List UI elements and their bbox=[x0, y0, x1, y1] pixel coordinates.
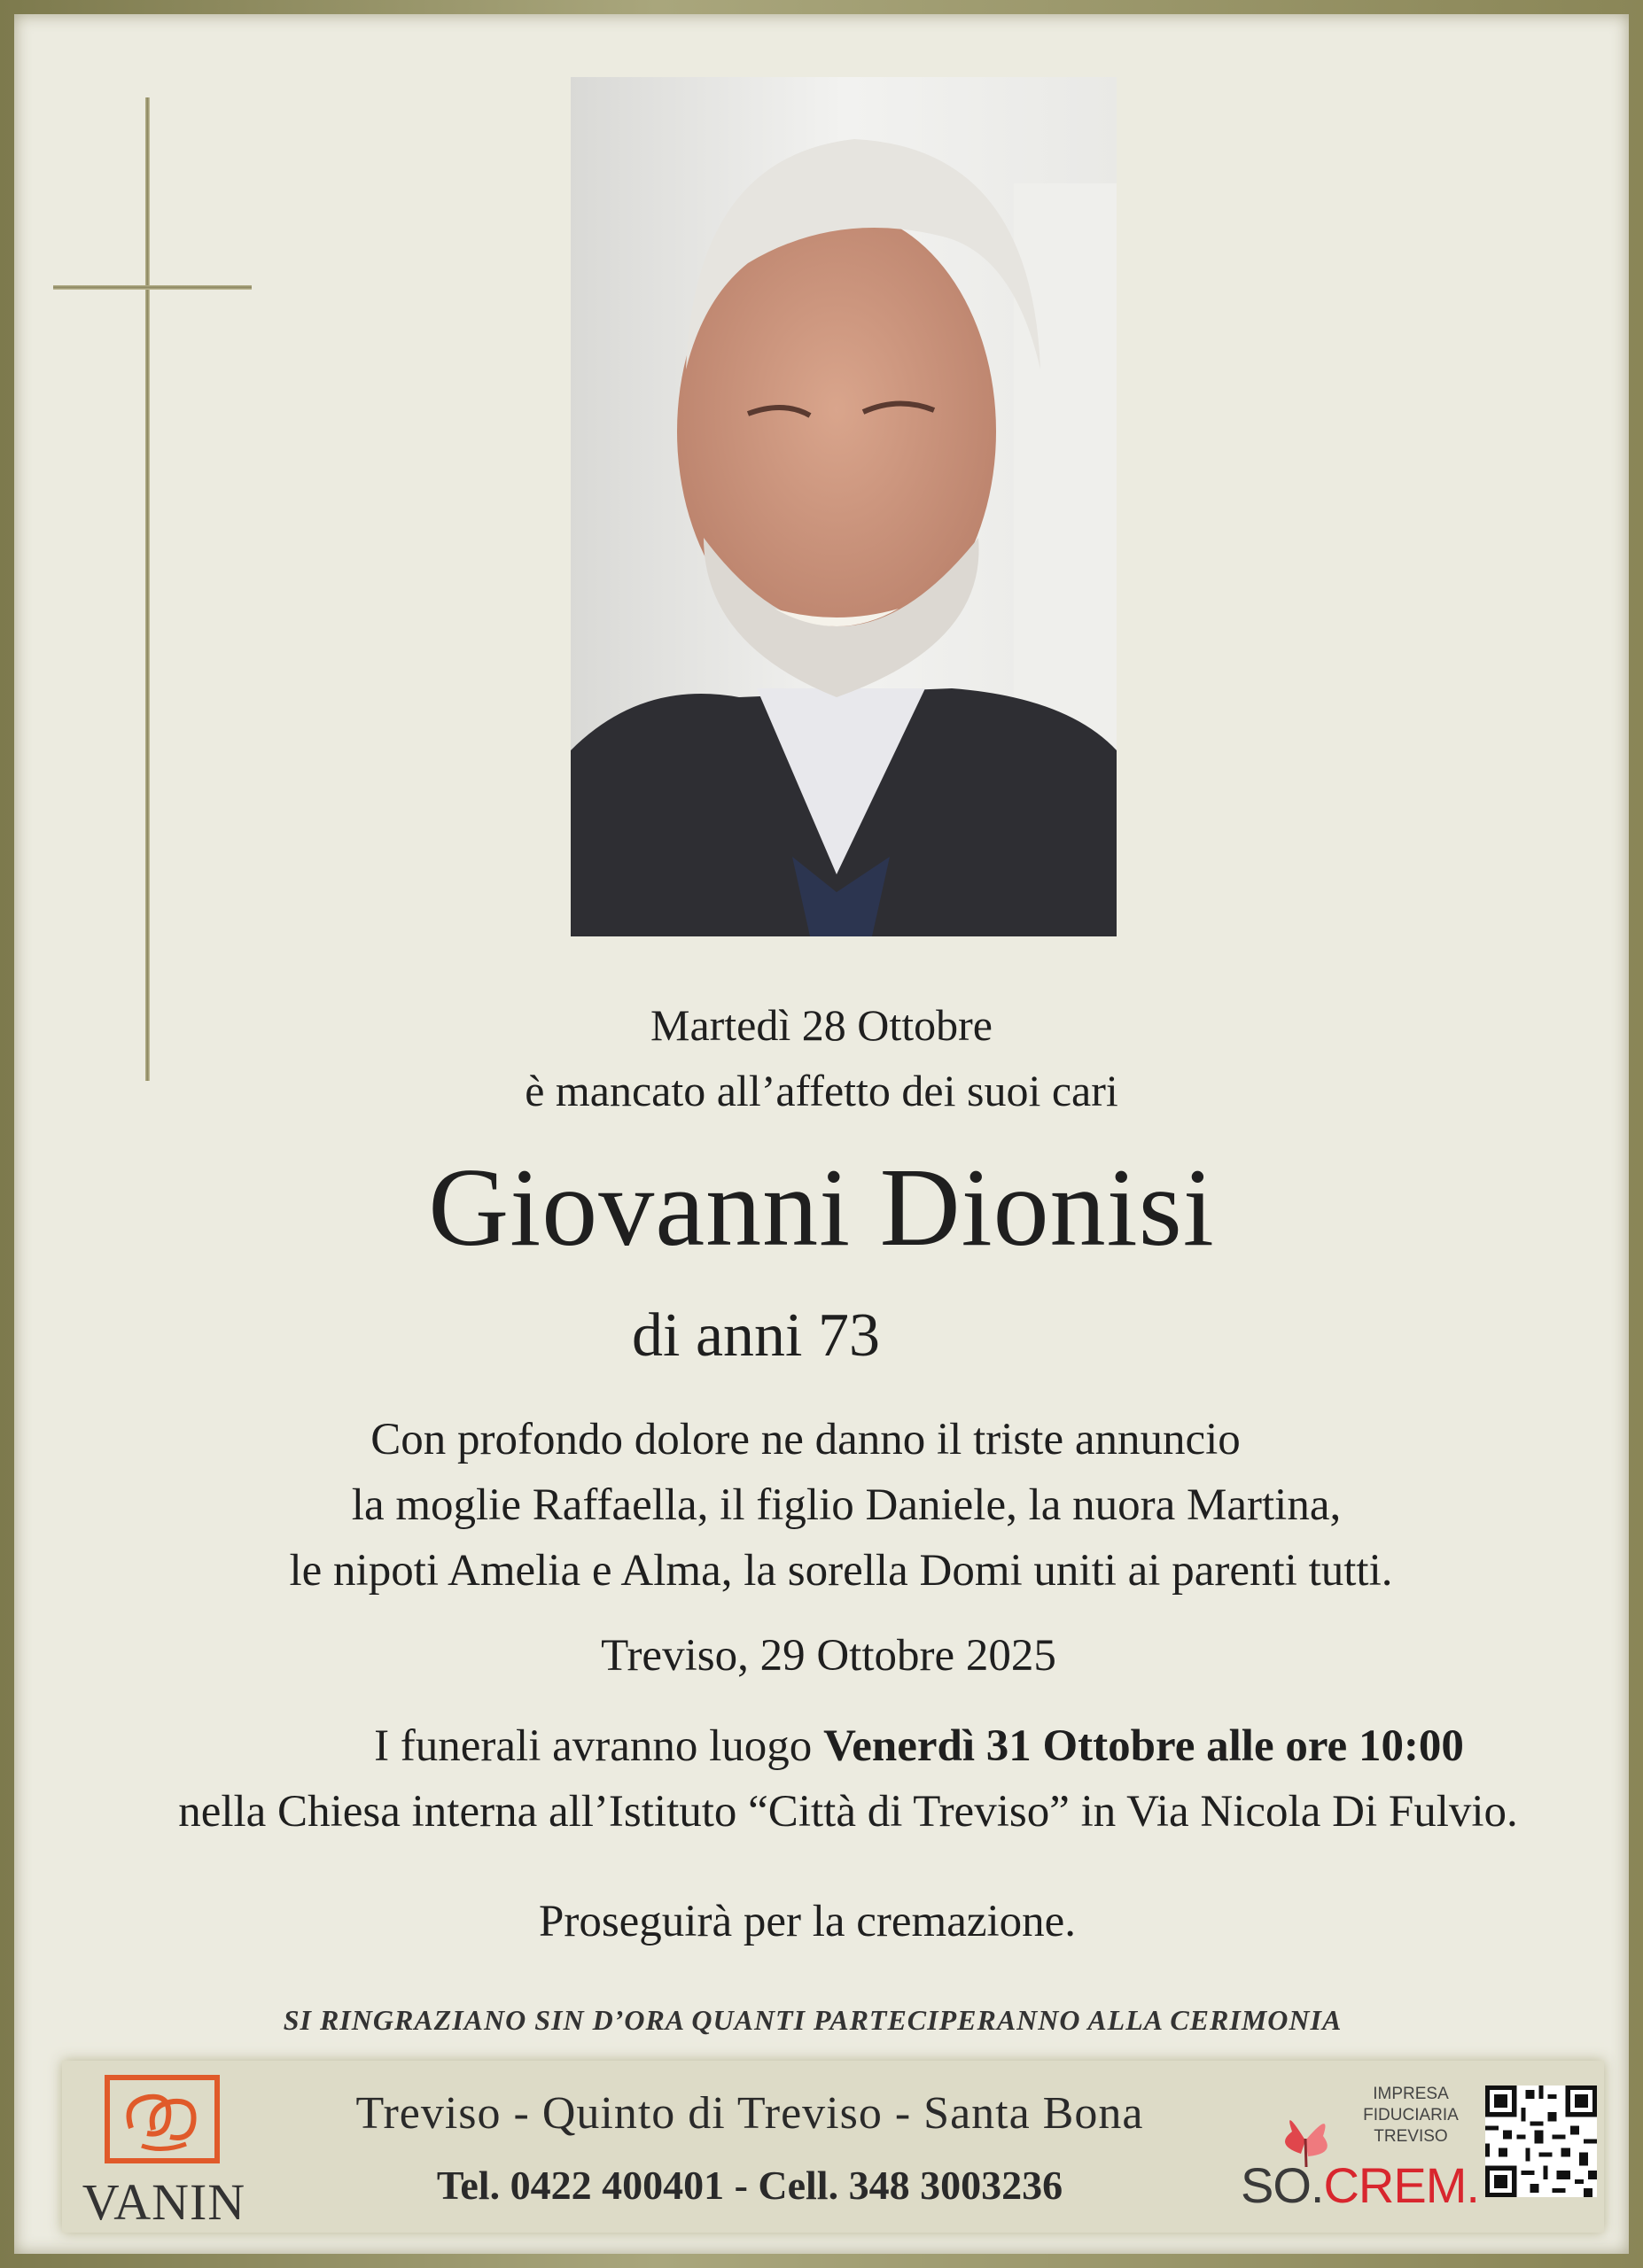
announcement-line: le nipoti Amelia e Alma, la sorella Domi uniti ai parenti tutti. bbox=[289, 1546, 1393, 1596]
socrem-logo bbox=[1241, 2156, 1479, 2214]
intro-line: è mancato all’affetto dei suoi cari bbox=[525, 1066, 1118, 1115]
cross-icon-bar bbox=[53, 285, 252, 290]
funeral-location: nella Chiesa interna all’Istituto “Città di Treviso” in Via Nicola Di Fulvio. bbox=[178, 1787, 1518, 1837]
socrem-sub-line: FIDUCIARIA bbox=[1363, 2106, 1459, 2124]
vanin-company-name: VANIN bbox=[82, 2173, 246, 2231]
funeral-time bbox=[97, 1720, 1643, 1772]
announcement-line: la moglie Raffaella, il figlio Daniele, la nuora Martina, bbox=[351, 1480, 1342, 1530]
thanks-line: SI RINGRAZIANO SIN D’ORA QUANTI PARTECIPERANNO ALLA CERIMONIA bbox=[283, 2004, 1343, 2036]
cross-icon bbox=[145, 97, 150, 1081]
socrem-so: SO. bbox=[1241, 2157, 1324, 2213]
socrem-subtitle bbox=[1351, 2084, 1471, 2148]
qr-code-icon bbox=[1485, 2085, 1597, 2197]
funeral-home-footer bbox=[62, 2061, 1604, 2233]
place-date: Treviso, 29 Ottobre 2025 bbox=[601, 1631, 1056, 1681]
socrem-sub-line: TREVISO bbox=[1374, 2127, 1448, 2146]
deceased-age: di anni 73 bbox=[632, 1301, 880, 1370]
socrem-crem: CREM. bbox=[1323, 2157, 1479, 2213]
footer-locations: Treviso - Quinto di Treviso - Santa Bona bbox=[355, 2088, 1144, 2139]
death-date: Martedì 28 Ottobre bbox=[650, 1000, 993, 1050]
footer-contacts: Tel. 0422 400401 - Cell. 348 3003236 bbox=[436, 2163, 1063, 2208]
cremation-note: Proseguirà per la cremazione. bbox=[538, 1897, 1077, 1946]
socrem-sub-line: IMPRESA bbox=[1373, 2085, 1449, 2103]
portrait-photo bbox=[571, 77, 1117, 936]
announcement-line: Con profondo dolore ne danno il triste annuncio bbox=[370, 1415, 1241, 1464]
funeral-datetime: Venerdì 31 Ottobre alle ore 10:00 bbox=[823, 1721, 1464, 1771]
funeral-prefix: I funerali avranno luogo bbox=[374, 1721, 824, 1771]
deceased-name: Giovanni Dionisi bbox=[428, 1146, 1215, 1270]
